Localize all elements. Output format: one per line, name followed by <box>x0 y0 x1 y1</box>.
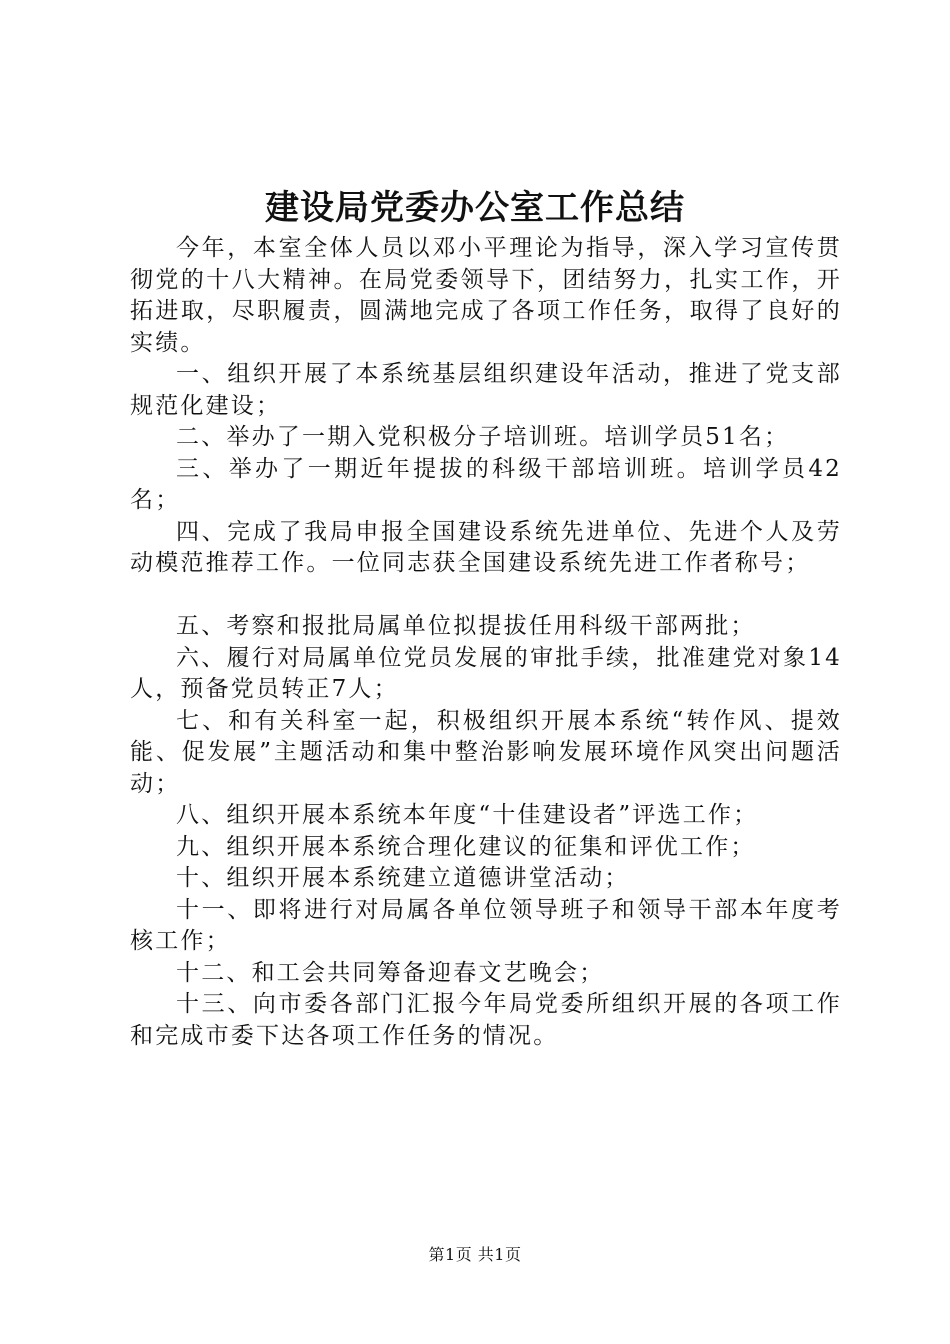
paragraph-item-12: 十二、和工会共同筹备迎春文艺晚会； <box>176 959 605 986</box>
paragraph-item-9: 九、组织开展本系统合理化建议的征集和评优工作； <box>176 833 756 860</box>
paragraph-item-4: 四、完成了我局申报全国建设系统先进单位、先进个人及劳动模范推荐工作。一位同志获全国建设系统先进工作者称号； <box>130 518 842 576</box>
paragraph-item-11: 十一、即将进行对局属各单位领导班子和领导干部本年度考核工作； <box>130 896 842 954</box>
document-title: 建设局党委办公室工作总结 <box>265 188 685 228</box>
paragraph-item-7: 七、和有关科室一起，积极组织开展本系统“转作风、提效能、促发展”主题活动和集中整治影响发展环境作风突出问题活动； <box>130 707 842 797</box>
paragraph-item-10: 十、组织开展本系统建立道德讲堂活动； <box>176 865 630 891</box>
paragraph-item-3: 三、举办了一期近年提拔的科级干部培训班。培训学员42名； <box>130 455 842 513</box>
paragraph-item-2: 二、举办了一期入党积极分子培训班。培训学员51名； <box>176 424 790 450</box>
paragraph-item-1: 一、组织开展了本系统基层组织建设年活动，推进了党支部规范化建设； <box>130 361 842 419</box>
page-number-footer: 第1页 共1页 <box>428 1245 522 1264</box>
paragraph-item-8: 八、组织开展本系统本年度“十佳建设者”评选工作； <box>176 802 759 828</box>
paragraph-intro: 今年，本室全体人员以邓小平理论为指导，深入学习宣传贯彻党的十八大精神。在局党委领导下，团结努力，扎实工作，开拓进取，尽职履责，圆满地完成了各项工作任务，取得了良好的实绩。 <box>130 235 842 356</box>
paragraph-item-13: 十三、向市委各部门汇报今年局党委所组织开展的各项工作和完成市委下达各项工作任务的情况。 <box>130 991 842 1049</box>
blank-line <box>130 580 842 612</box>
paragraph-item-5: 五、考察和报批局属单位拟提拔任用科级干部两批； <box>176 613 756 639</box>
paragraph-item-6: 六、履行对局属单位党员发展的审批手续，批准建党对象14人，预备党员转正7人； <box>130 644 842 702</box>
document-body <box>130 233 842 1052</box>
